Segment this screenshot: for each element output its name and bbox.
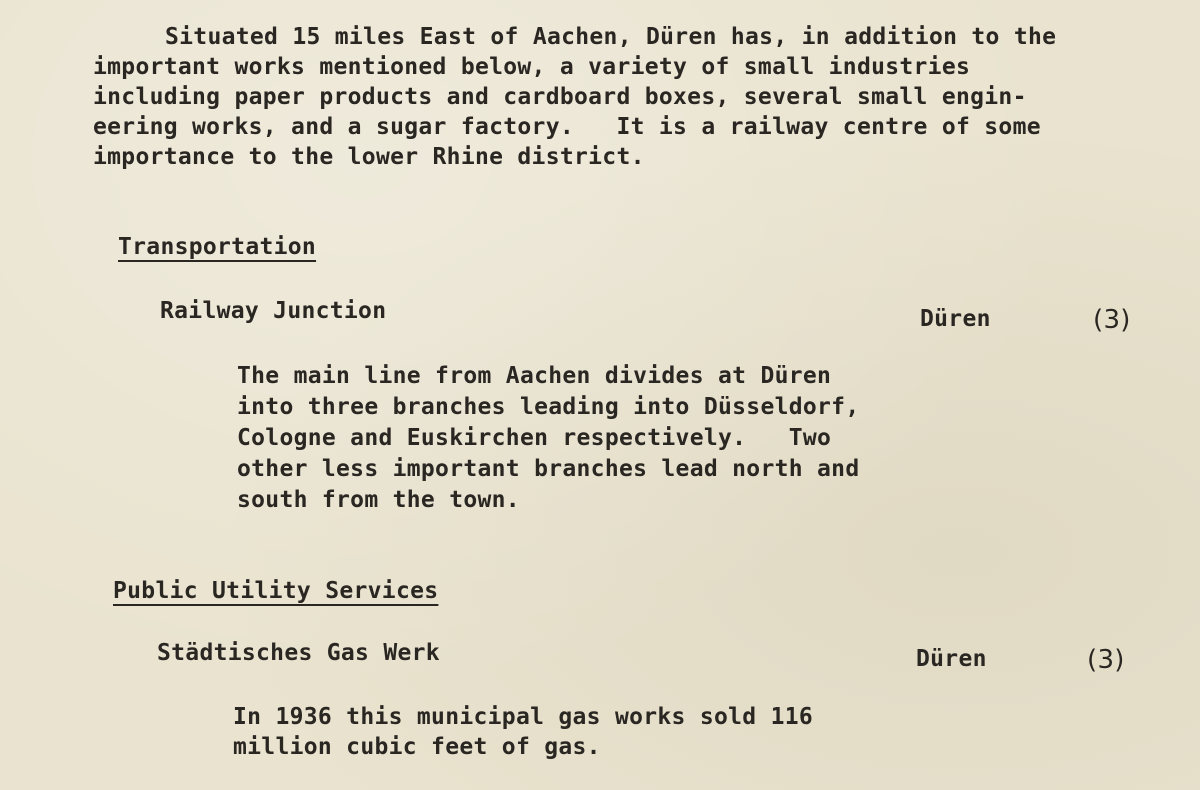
section-heading: Transportation <box>118 234 317 260</box>
intro-line: including paper products and cardboard boxes, several small engin- <box>93 84 1027 110</box>
entry-reference: (3) <box>1093 305 1131 335</box>
description-line: south from the town. <box>237 487 520 513</box>
intro-line: eering works, and a sugar factory. It is a railway centre of some <box>93 114 1041 140</box>
intro-line: importance to the lower Rhine district. <box>93 144 645 170</box>
description-line: The main line from Aachen divides at Düren <box>237 363 832 389</box>
entry-reference: (3) <box>1087 645 1125 675</box>
entry-title: Städtisches Gas Werk <box>157 640 440 666</box>
description-line: other less important branches lead north and <box>237 456 860 482</box>
section-heading: Public Utility Services <box>113 578 439 604</box>
entry-place: Düren <box>920 306 991 332</box>
entry-place: Düren <box>916 646 987 672</box>
entry-title: Railway Junction <box>160 298 387 324</box>
description-line: In 1936 this municipal gas works sold 116 <box>233 704 814 730</box>
intro-line: Situated 15 miles East of Aachen, Düren has, in addition to the <box>165 24 1057 50</box>
intro-line: important works mentioned below, a variety of small industries <box>93 54 971 80</box>
description-line: Cologne and Euskirchen respectively. Two <box>237 425 832 451</box>
description-line: million cubic feet of gas. <box>233 734 601 760</box>
description-line: into three branches leading into Düsseldorf, <box>237 394 860 420</box>
